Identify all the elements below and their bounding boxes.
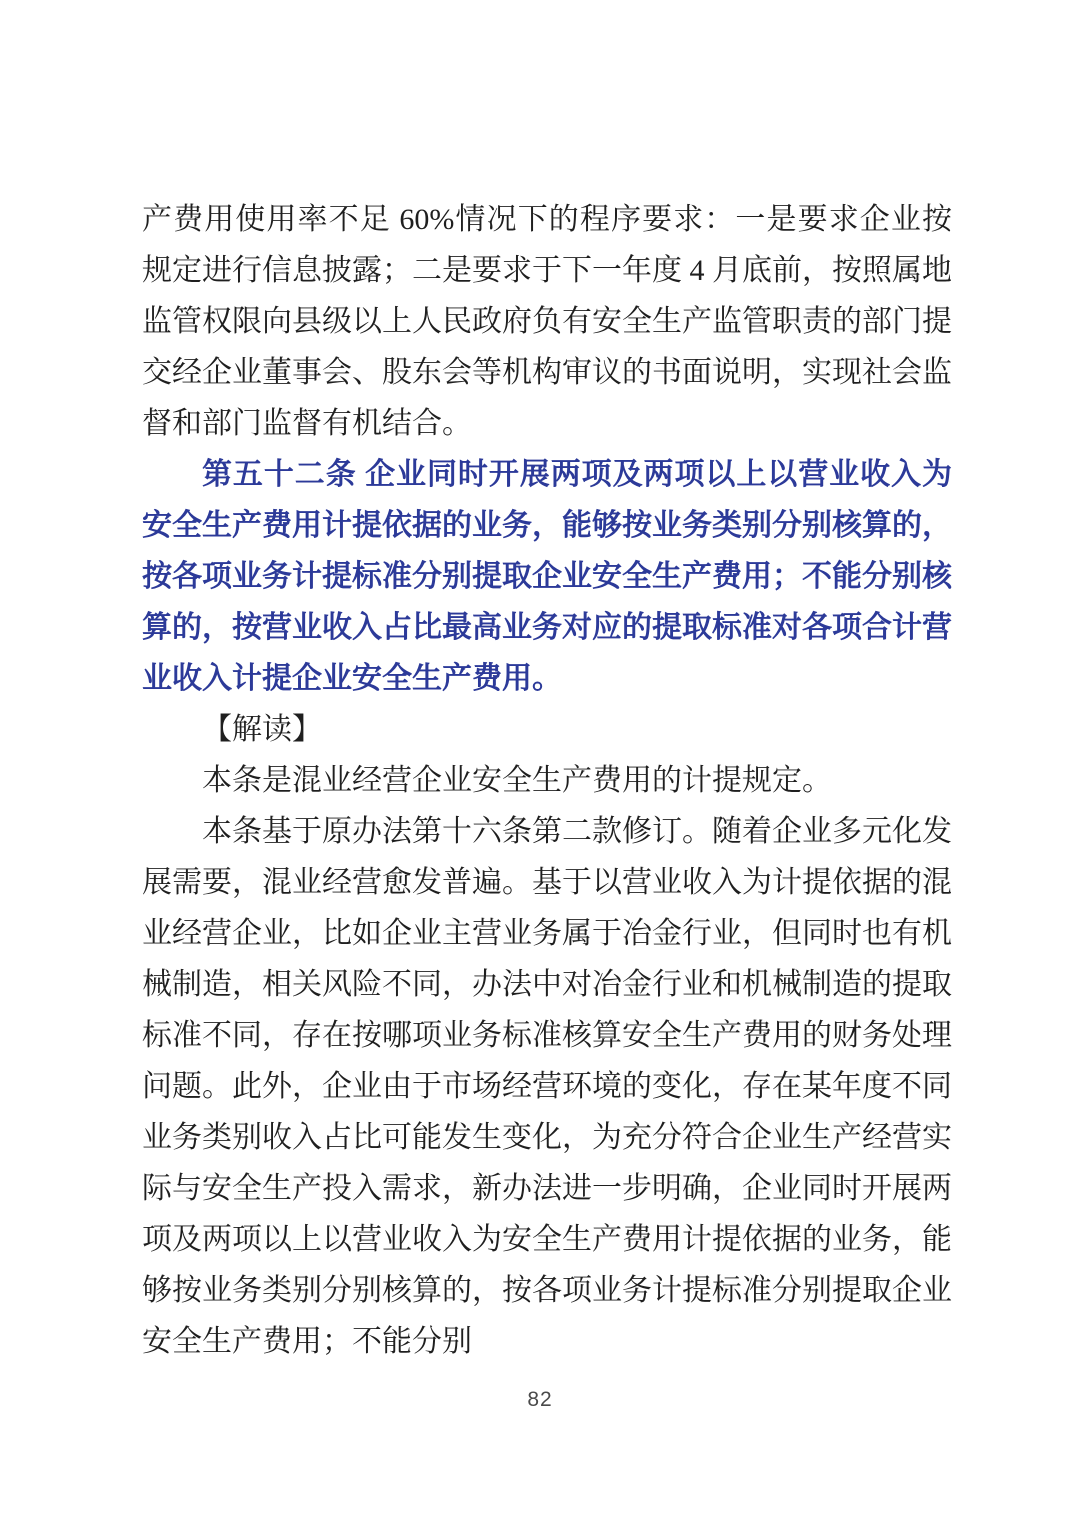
interpretation-heading: 【解读】 — [202, 713, 322, 746]
text-block — [142, 194, 952, 1367]
paragraph-article-52-clause: 第五十二条 企业同时开展两项及两项以上以营业收入为安全生产费用计提依据的业务，能够按业务类别分别核算的，按各项业务计提标准分别提取企业安全生产费用；不能分别核算的，按营业收入占比最高业务对应的提取标准对各项合计营业收入计提企业安全生产费用。 — [142, 458, 952, 695]
page-number: 82 — [527, 1388, 553, 1411]
paragraph-interpretation-detail: 本条基于原办法第十六条第二款修订。随着企业多元化发展需要，混业经营愈发普遍。基于以营业收入为计提依据的混业经营企业，比如企业主营业务属于冶金行业，但同时也有机械制造，相关风险不同，办法中对冶金行业和机械制造的提取标准不同，存在按哪项业务标准核算安全生产费用的财务处理问题。此外，企业由于市场经营环境的变化，存在某年度不同业务类别收入占比可能发生变化，为充分符合企业生产经营实际与安全生产投入需求，新办法进一步明确，企业同时开展两项及两项以上以营业收入为安全生产费用计提依据的业务，能够按业务类别分别核算的，按各项业务计提标准分别提取企业安全生产费用；不能分别 — [142, 815, 952, 1358]
paragraph-continuation-from-previous-page: 产费用使用率不足 60%情况下的程序要求：一是要求企业按规定进行信息披露；二是要求于下一年度 4 月底前，按照属地监管权限向县级以上人民政府负有安全生产监管职责的部门提交经企业董事会、股东会等机构审议的书面说明，实现社会监督和部门监督有机结合。 — [142, 203, 952, 440]
paragraph-interpretation-summary: 本条是混业经营企业安全生产费用的计提规定。 — [202, 764, 832, 797]
